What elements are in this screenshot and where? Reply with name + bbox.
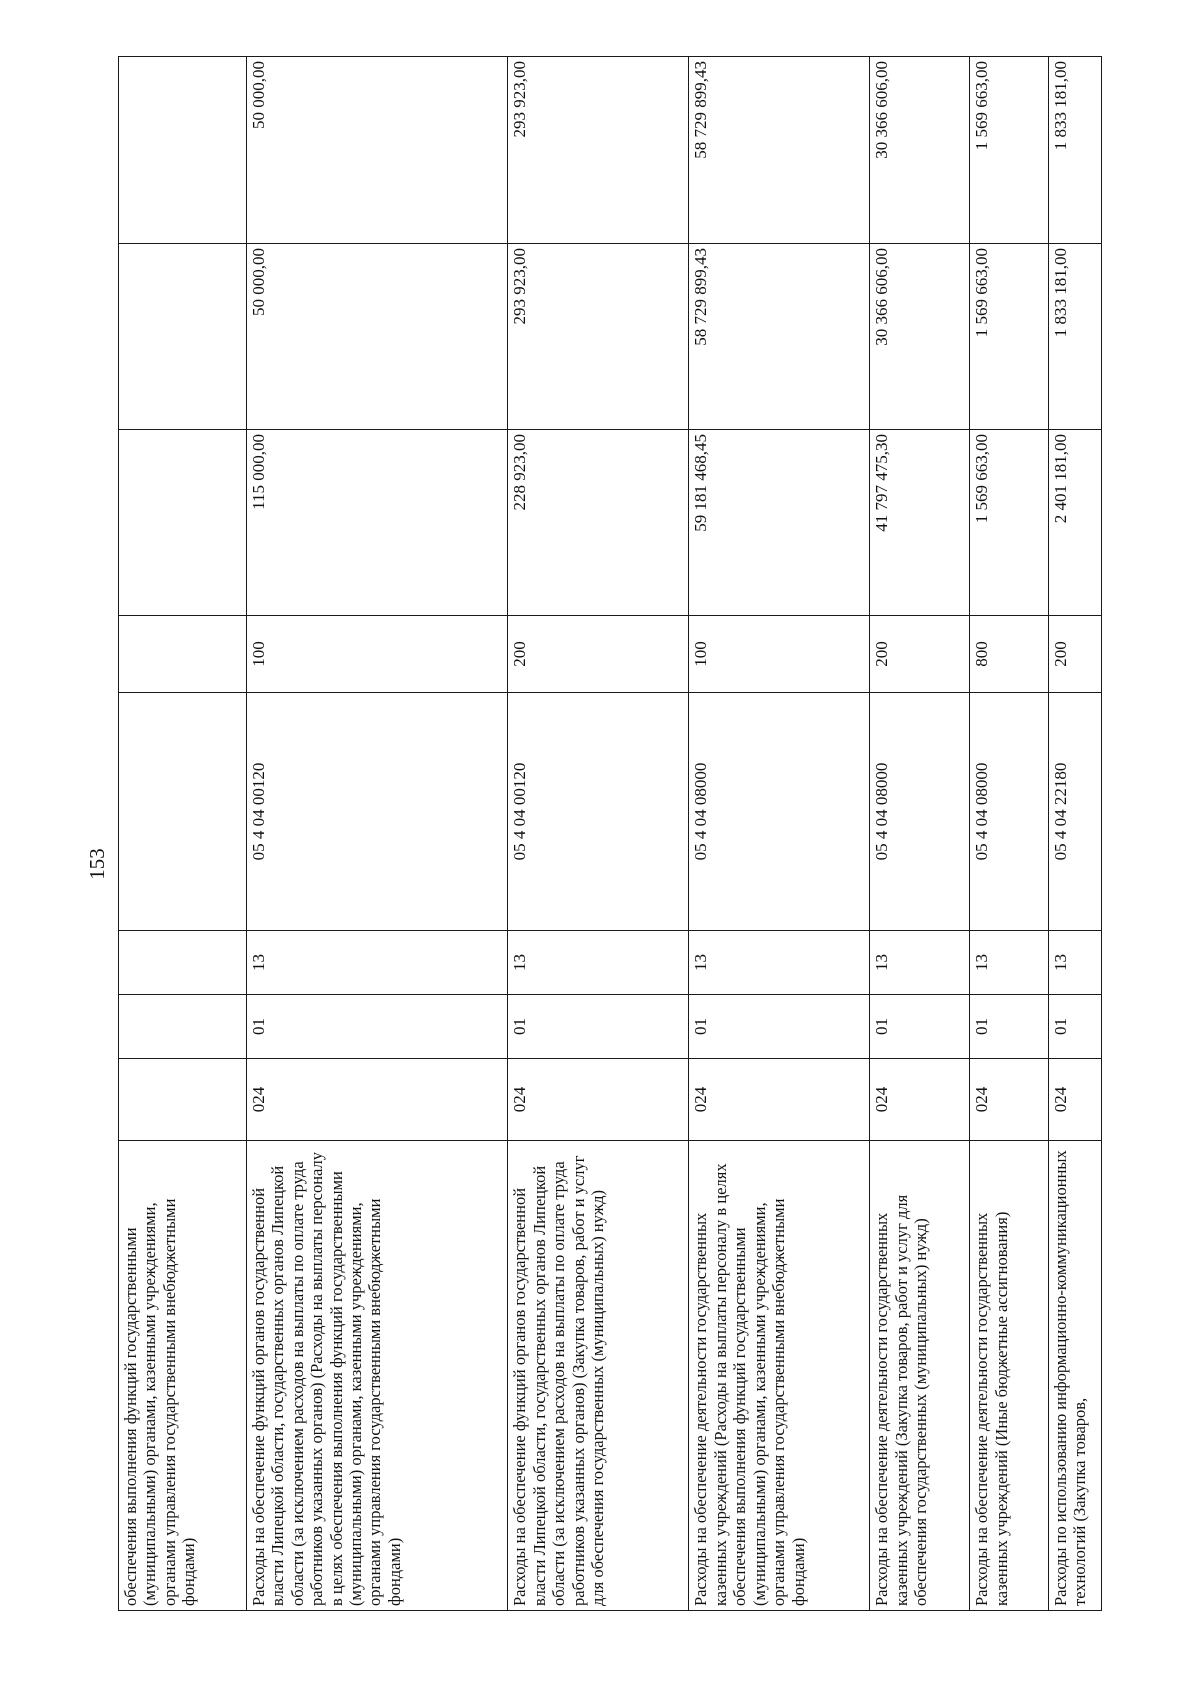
section-code: 01 xyxy=(508,995,689,1059)
amount-2: 30 366 606,00 xyxy=(870,244,970,430)
budget-table xyxy=(118,56,1102,1611)
expense-type: 100 xyxy=(246,616,508,693)
amount-1 xyxy=(119,430,247,616)
admin-code: 024 xyxy=(246,1059,508,1141)
target-article xyxy=(119,693,247,931)
section-code: 01 xyxy=(970,995,1049,1059)
expense-type: 200 xyxy=(508,616,689,693)
row-description: Расходы на обеспечение функций органов государственной власти Липецкой области, государственных органов Липецкой области (за исключением расходов на выплаты по оплате труда работников указанных органов) (Расходы на выплаты персоналу в целях обеспечения выполнения функций государственными (муниципальными) органами, казенными учреждениями, органами управления государственными внебюджетными фондами) xyxy=(246,1141,508,1611)
amount-2: 1 569 663,00 xyxy=(970,244,1049,430)
amount-2 xyxy=(119,244,247,430)
section-code: 01 xyxy=(689,995,870,1059)
amount-2: 58 729 899,43 xyxy=(689,244,870,430)
subsection-code xyxy=(119,931,247,995)
section-code: 01 xyxy=(246,995,508,1059)
amount-2: 1 833 181,00 xyxy=(1048,244,1101,430)
amount-3: 30 366 606,00 xyxy=(870,57,970,244)
row-description: Расходы на обеспечение функций органов государственной власти Липецкой области, государственных органов Липецкой области (за исключением расходов на выплаты по оплате труда работников указанных органов) (Закупка товаров, работ и услуг для обеспечения государственных (муниципальных) нужд) xyxy=(508,1141,689,1611)
amount-1: 59 181 468,45 xyxy=(689,430,870,616)
subsection-code: 13 xyxy=(870,931,970,995)
row-description: Расходы на обеспечение деятельности государственных казенных учреждений (Иные бюджетные ассигнования) xyxy=(970,1141,1049,1611)
table-row xyxy=(970,57,1049,1611)
subsection-code: 13 xyxy=(1048,931,1101,995)
table-row xyxy=(1048,57,1101,1611)
admin-code: 024 xyxy=(1048,1059,1101,1141)
section-code: 01 xyxy=(870,995,970,1059)
amount-3: 293 923,00 xyxy=(508,57,689,244)
row-description: Расходы на обеспечение деятельности государственных казенных учреждений (Расходы на выплаты персоналу в целях обеспечения выполнения функций государственными (муниципальными) органами, казенными учреждениями, органами управления государственными внебюджетными фондами) xyxy=(689,1141,870,1611)
target-article: 05 4 04 22180 xyxy=(1048,693,1101,931)
amount-1: 41 797 475,30 xyxy=(870,430,970,616)
subsection-code: 13 xyxy=(689,931,870,995)
amount-3: 50 000,00 xyxy=(246,57,508,244)
table-row xyxy=(119,57,247,1611)
table-row xyxy=(508,57,689,1611)
admin-code: 024 xyxy=(689,1059,870,1141)
subsection-code: 13 xyxy=(508,931,689,995)
amount-1: 1 569 663,00 xyxy=(970,430,1049,616)
amount-1: 115 000,00 xyxy=(246,430,508,616)
target-article: 05 4 04 00120 xyxy=(246,693,508,931)
admin-code xyxy=(119,1059,247,1141)
subsection-code: 13 xyxy=(246,931,508,995)
amount-3: 58 729 899,43 xyxy=(689,57,870,244)
page-number: 153 xyxy=(85,848,109,880)
expense-type xyxy=(119,616,247,693)
admin-code: 024 xyxy=(970,1059,1049,1141)
rotated-table-container xyxy=(118,57,1102,1611)
amount-3 xyxy=(119,57,247,244)
row-description: обеспечения выполнения функций государственными (муниципальными) органами, казенными учреждениями, органами управления государственными внебюджетными фондами) xyxy=(119,1141,247,1611)
expense-type: 800 xyxy=(970,616,1049,693)
expense-type: 100 xyxy=(689,616,870,693)
target-article: 05 4 04 08000 xyxy=(870,693,970,931)
expense-type: 200 xyxy=(870,616,970,693)
table-row xyxy=(246,57,508,1611)
table-row xyxy=(689,57,870,1611)
amount-1: 228 923,00 xyxy=(508,430,689,616)
subsection-code: 13 xyxy=(970,931,1049,995)
amount-2: 50 000,00 xyxy=(246,244,508,430)
table-row xyxy=(870,57,970,1611)
amount-3: 1 569 663,00 xyxy=(970,57,1049,244)
admin-code: 024 xyxy=(870,1059,970,1141)
expense-type: 200 xyxy=(1048,616,1101,693)
section-code xyxy=(119,995,247,1059)
target-article: 05 4 04 00120 xyxy=(508,693,689,931)
row-description: Расходы по использованию информационно-коммуникационных технологий (Закупка товаров, xyxy=(1048,1141,1101,1611)
target-article: 05 4 04 08000 xyxy=(970,693,1049,931)
amount-1: 2 401 181,00 xyxy=(1048,430,1101,616)
target-article: 05 4 04 08000 xyxy=(689,693,870,931)
row-description: Расходы на обеспечение деятельности государственных казенных учреждений (Закупка товаров, работ и услуг для обеспечения государственных (муниципальных) нужд) xyxy=(870,1141,970,1611)
amount-3: 1 833 181,00 xyxy=(1048,57,1101,244)
admin-code: 024 xyxy=(508,1059,689,1141)
section-code: 01 xyxy=(1048,995,1101,1059)
amount-2: 293 923,00 xyxy=(508,244,689,430)
